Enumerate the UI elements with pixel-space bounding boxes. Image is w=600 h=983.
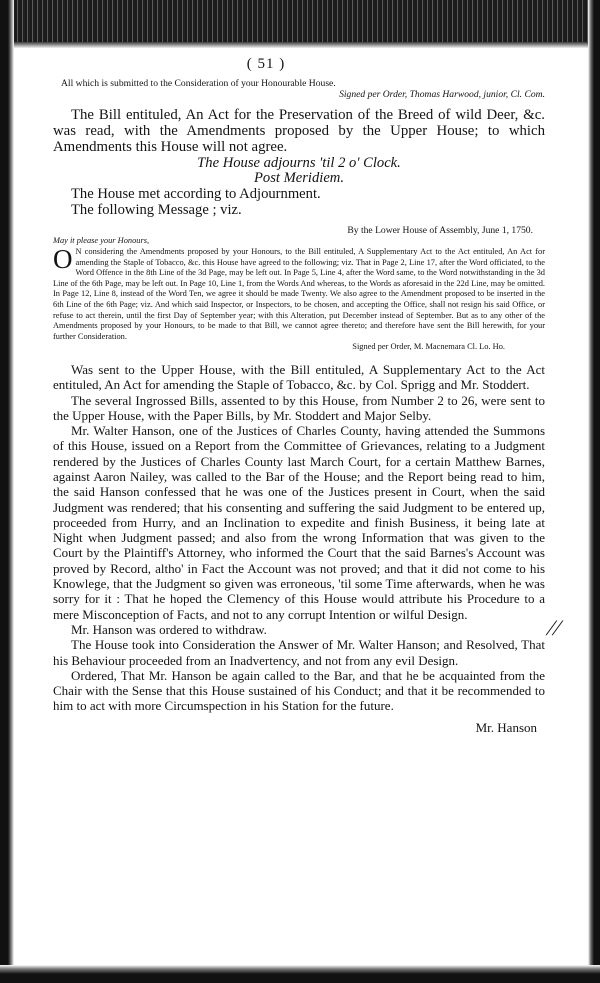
following-message: The following Message ; viz. bbox=[71, 201, 242, 218]
adjourn-line: The House adjourns 'til 2 o' Clock. bbox=[197, 154, 401, 171]
paragraph-ingrossed-bills: The several Ingrossed Bills, assented to by this House, from Number 2 to 26, were sent to the Upper House, with the Paper Bills, by Mr. Stoddert and Major Selby. bbox=[53, 392, 545, 423]
paragraph-withdraw: Mr. Hanson was ordered to withdraw. bbox=[71, 621, 267, 637]
drop-cap: O bbox=[53, 243, 73, 274]
bill-paragraph: The Bill entituled, An Act for the Preservation of the Breed of wild Deer, &c. was read, with the Amendments proposed by the Upper House; to which Amendments this House will not agree. bbox=[53, 107, 545, 155]
house-met-line: The House met according to Adjournment. bbox=[71, 185, 321, 202]
header-signature: Signed per Order, Thomas Harwood, junior, Cl. Com. bbox=[339, 89, 545, 101]
scan-border-right bbox=[588, 0, 600, 983]
post-meridiem: Post Meridiem. bbox=[254, 170, 344, 187]
paragraph-sent-upper-house: Was sent to the Upper House, with the Bill entituled, A Supplementary Act to the Act entituled, An Act for amending the Staple of Tobacco, &c. by Col. Sprigg and Mr. Stoddert. bbox=[53, 361, 545, 393]
paragraph-hanson-report: Mr. Walter Hanson, one of the Justices of Charles County, having attended the Summons of this House, issued on a Report from the Committee of Grievances, relating to a Judgment rendered by the Justices of Charles County last March Court, for a certain Matthew Barnes, against Aaron Nailey, was called to the Bar of the House; and the Report being read to him, the said Hanson confessed that he was one of the Justices present in Court, when the said Judgment was rendered; that his consenting and suffering the said Judgment to be entered up, proceeded from Hurry, and an Inclination to expedite and finish Business, it being late at Night when Judgment passed; and also from the wrong Information that was given to the Court by the Plaintiff's Attorney, who informed the Court that the said Barnes's Account was proved by Record, altho' in Fact the Account was not proved; and that it did not come to his Knowlege, that the Judgment so given was erroneous, 'til some Time afterwards, when he was sorry for it : That he hoped the Clemency of this House would attribute his Procedure to a mere Misconception of Facts, and not to any corrupt Intention or wilful Design. bbox=[53, 423, 545, 622]
message-dateline: By the Lower House of Assembly, June 1, 1750. bbox=[347, 225, 533, 237]
page-number: ( 51 ) bbox=[246, 56, 286, 72]
message-salutation: May it please your Honours, bbox=[53, 236, 150, 246]
scan-border-top bbox=[0, 0, 600, 48]
catchword: Mr. Hanson bbox=[475, 719, 537, 735]
paragraph-resolved: The House took into Consideration the Answer of Mr. Walter Hanson; and Resolved, That his Behaviour proceeded from an Inadvertency, and not from any evil Design. bbox=[53, 637, 545, 668]
message-block bbox=[53, 225, 545, 353]
proceedings bbox=[53, 362, 545, 714]
message-body: N considering the Amendments proposed by your Honours, to the Bill entituled, A Supplementary Act to the Act entituled, An Act for amending the Staple of Tobacco, &c. this House have agreed to the following; viz. That in Page 2, Line 17, after the Word officiated, to the Word Offence in the 8th Line of the 3d Page, may be left out. In Page 5, Line 4, after the Word same, to the Word notwithstanding in the 3d Line of the 6th Page, may be left out. In Page 10, Line 1, from the Words And whereas, to the Words as aforesaid in the 22d Line, may be omitted. In Page 12, Line 8, instead of the Word Ten, we agree it should be made Twenty. We also agree to the Amendment proposed to be inserted in the 6th Line of the 6th Page; viz. And which said Inspector, or Inspectors, to be chosen, and accepting the Office, shall not resign his said Office, or refuse to act therein, until the first Day of September year; with this Alteration, put December instead of September. But as to any other of the Amendments proposed by your Honours, to be made to that Bill, we cannot agree thereto; and therefore have sent the Bill herewith, for your further Consideration. bbox=[53, 246, 545, 341]
document-page bbox=[53, 78, 545, 735]
message-text bbox=[53, 243, 545, 342]
scan-border-left bbox=[0, 0, 14, 983]
paragraph-ordered: Ordered, That Mr. Hanson be again called to the Bar, and that he be acquainted from the Chair with the Sense that this House sustained of his Conduct; and that it be recommended to him to act with more Circumspection in his Station for the future. bbox=[53, 667, 545, 714]
message-signature: Signed per Order, M. Macnemara Cl. Lo. Ho. bbox=[352, 342, 505, 352]
scan-border-bottom bbox=[0, 965, 600, 983]
header-line-1: All which is submitted to the Consideration of your Honourable House. bbox=[61, 78, 336, 89]
margin-note: // bbox=[545, 615, 563, 640]
